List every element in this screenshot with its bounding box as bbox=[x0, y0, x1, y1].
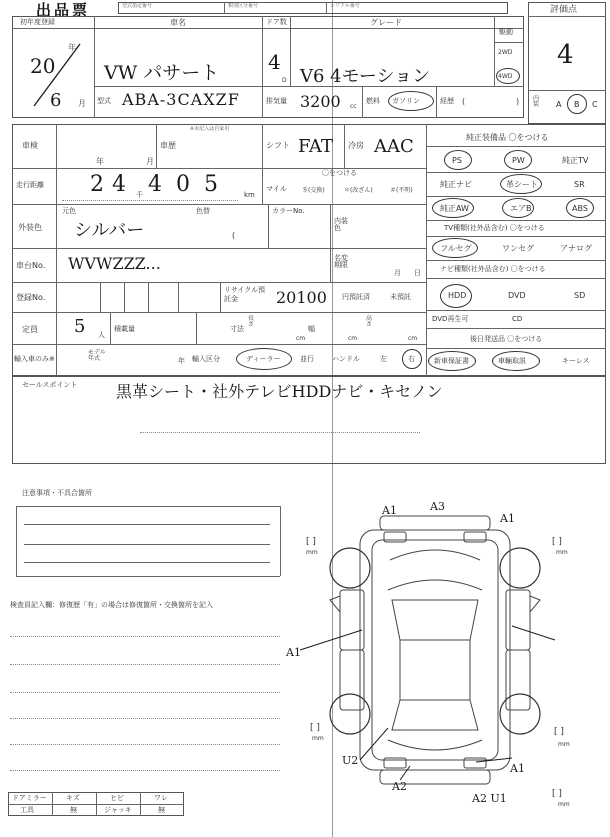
legend-scratch: キズ bbox=[66, 794, 80, 802]
mark-a1-frontright: A1 bbox=[500, 512, 515, 525]
drive-2wd: 2WD bbox=[498, 49, 513, 56]
tv-analog: アナログ bbox=[560, 244, 592, 253]
import-left: 左 bbox=[380, 355, 387, 363]
name-change-label: 名変期限 bbox=[334, 254, 348, 269]
capacity-label: 定員 bbox=[22, 325, 38, 334]
type-approval-label: 型式指定番号 bbox=[122, 3, 153, 9]
legend-jack-none: 無 bbox=[158, 806, 165, 814]
bracket-fl: [ ] bbox=[306, 537, 316, 547]
legend-jack: ジャッキ bbox=[104, 806, 132, 814]
import-parallel: 並行 bbox=[300, 355, 314, 363]
import-dealer-circle bbox=[236, 348, 292, 370]
exterior-orig-label: 元色 bbox=[62, 207, 76, 215]
legend-tools-none: 無 bbox=[70, 806, 77, 814]
grade-label: グレード bbox=[370, 18, 402, 27]
nav-hdd-circle bbox=[440, 284, 472, 308]
nav-hdd: HDD bbox=[448, 291, 467, 300]
equip-leather: 革シート bbox=[506, 180, 538, 189]
mark-a2u1-rear: A2 U1 bbox=[472, 792, 507, 805]
aircon-label: 冷房 bbox=[348, 141, 364, 150]
recycle-label: リサイクル預託金 bbox=[224, 286, 266, 304]
mileage-opt-unknown: ＃(不明) bbox=[390, 187, 413, 194]
equipment-title: 純正装備品 〇をつける bbox=[466, 133, 549, 142]
import-label: 輸入車のみ※ bbox=[14, 355, 55, 363]
equip-pw-circle bbox=[504, 150, 532, 170]
dims-label: 寸法 bbox=[230, 325, 244, 333]
extra-manual-circle bbox=[492, 351, 540, 371]
equip-airbag: エアB bbox=[510, 204, 532, 213]
name-change-day: 日 bbox=[414, 269, 421, 277]
mileage-digit-2: 4 bbox=[112, 172, 126, 197]
fuel-value: ガソリン bbox=[392, 97, 420, 105]
interior-b: B bbox=[574, 100, 580, 109]
bracket-fr: [ ] bbox=[552, 537, 562, 547]
doors-suffix: D bbox=[282, 77, 287, 84]
equip-leather-circle bbox=[500, 174, 542, 194]
dvd-cd: CD bbox=[512, 315, 523, 323]
import-dealer: ディーラー bbox=[246, 355, 281, 363]
bracket-rr: [ ] bbox=[554, 727, 564, 737]
chassis-value: WVWZZZ... bbox=[68, 254, 161, 273]
mm-rr: mm bbox=[558, 741, 570, 748]
interior-c: C bbox=[592, 100, 598, 109]
legend-mirror: ドアミラー bbox=[12, 794, 47, 802]
bracket-rl: [ ] bbox=[310, 723, 320, 733]
serial-label: シリアル番号 bbox=[330, 3, 360, 9]
displacement-value: 3200 bbox=[300, 92, 341, 111]
recycle-paid: 円預託済 bbox=[342, 293, 370, 301]
mileage-opt-exchange: ＄(交換) bbox=[302, 187, 325, 194]
nav-sd: SD bbox=[574, 291, 586, 300]
mileage-thousand: 千 bbox=[136, 191, 143, 199]
import-year-unit: 年 bbox=[178, 357, 185, 365]
history-paren-open: ( bbox=[462, 97, 466, 106]
history-label: 経歴 bbox=[440, 97, 454, 105]
mm-fr: mm bbox=[556, 549, 568, 556]
exterior-color-paren: ( bbox=[232, 231, 236, 240]
grade-value: V6 4モーション bbox=[300, 66, 431, 87]
extra-title: 後日発送品 〇をつける bbox=[470, 335, 543, 343]
header-number-boxes bbox=[118, 2, 508, 14]
first-reg-year-unit: 年 bbox=[68, 43, 76, 52]
equip-sr: SR bbox=[574, 180, 585, 189]
car-history-note: ※未記入は自家用 bbox=[190, 126, 230, 132]
tv-full-circle bbox=[432, 238, 478, 258]
capacity-value: 5 bbox=[74, 316, 86, 337]
extra-warranty: 新車保証書 bbox=[434, 357, 469, 365]
aircon-value: AAC bbox=[374, 136, 414, 157]
shift-label: シフト bbox=[266, 141, 290, 150]
displacement-unit: cc bbox=[350, 103, 357, 110]
dims-height: 高さ bbox=[366, 315, 373, 328]
import-right-circle bbox=[402, 349, 422, 369]
inspector-label: 検査員記入欄：修復歴「有」の場合は修復箇所・交換箇所を記入 bbox=[10, 601, 213, 609]
mark-a3-front: A3 bbox=[430, 500, 445, 513]
shaken-label: 車検 bbox=[22, 141, 38, 150]
interior-label: 内装 bbox=[533, 95, 540, 108]
mileage-circle-note: 〇をつける bbox=[322, 169, 357, 177]
category-label: 類別区分番号 bbox=[228, 3, 259, 9]
equip-pw: PW bbox=[512, 156, 525, 165]
legend-tools: 工具 bbox=[20, 806, 34, 814]
nav-title: ナビ種類(社外品含む) 〇をつける bbox=[440, 265, 546, 273]
fuel-circle bbox=[388, 91, 434, 111]
extra-keyless: キーレス bbox=[562, 357, 590, 365]
equip-tv: 純正TV bbox=[562, 156, 589, 165]
name-change-month: 月 bbox=[394, 269, 401, 277]
import-model-year: モデル年式 bbox=[88, 349, 106, 362]
form-title: 出品票 bbox=[36, 1, 91, 19]
import-handle: ハンドル bbox=[332, 355, 360, 363]
mm-fl: mm bbox=[306, 549, 318, 556]
drive-4wd-circle bbox=[496, 68, 520, 84]
capacity-unit: 人 bbox=[98, 331, 105, 339]
recycle-unpaid: 未預託 bbox=[390, 293, 411, 301]
mileage-mile: マイル bbox=[266, 185, 287, 193]
dims-width-unit: cm bbox=[348, 335, 358, 342]
mileage-opt-tampered: ＊(改ざん) bbox=[344, 187, 373, 194]
equip-aw: 純正AW bbox=[440, 204, 469, 213]
car-damage-diagram bbox=[286, 500, 600, 820]
tv-one: ワンセグ bbox=[502, 244, 534, 253]
mark-a1-rearright: A1 bbox=[510, 762, 525, 775]
model-value: ABA-3CAXZF bbox=[122, 90, 240, 109]
recycle-value: 20100 bbox=[276, 288, 327, 307]
interior-color-label: 内装色 bbox=[334, 217, 348, 232]
legend-break: ワレ bbox=[154, 794, 168, 802]
extra-manual: 車輛取説 bbox=[498, 357, 526, 365]
shift-value: FAT bbox=[298, 136, 333, 157]
drive-4wd: 4WD bbox=[498, 73, 513, 80]
first-reg-month-unit: 月 bbox=[78, 99, 86, 108]
first-reg-year: 20 bbox=[30, 54, 56, 78]
mileage-unit: km bbox=[244, 191, 255, 199]
load-label: 積載量 bbox=[114, 325, 135, 333]
equip-airbag-circle bbox=[502, 198, 534, 218]
doors-value: 4 bbox=[268, 50, 281, 74]
car-name-value: VW パサート bbox=[104, 62, 220, 84]
car-history-label: 車歴 bbox=[160, 141, 176, 150]
mark-u2-rear: U2 bbox=[342, 754, 359, 767]
dvd-play: DVD再生可 bbox=[432, 315, 469, 323]
tv-full: フルセグ bbox=[440, 244, 472, 253]
first-reg-month: 6 bbox=[50, 90, 62, 111]
equip-navi: 純正ナビ bbox=[440, 180, 472, 189]
dims-length: 長さ bbox=[248, 315, 255, 328]
mark-a1-left: A1 bbox=[286, 646, 301, 659]
tv-title: TV種類(社外品含む) 〇をつける bbox=[444, 224, 545, 232]
dims-length-unit: cm bbox=[296, 335, 306, 342]
fuel-label: 燃料 bbox=[366, 97, 380, 105]
exterior-change-label: 色替 bbox=[196, 207, 210, 215]
interior-a: A bbox=[556, 100, 562, 109]
mileage-digit-4: 0 bbox=[176, 172, 190, 197]
exterior-color-value: シルバー bbox=[74, 220, 145, 241]
equip-abs-circle bbox=[566, 198, 594, 218]
legend-crack: ヒビ bbox=[110, 794, 124, 802]
sales-point-label: セールスポイント bbox=[22, 381, 78, 389]
model-label: 型式 bbox=[97, 97, 111, 105]
mm-rear: mm bbox=[558, 801, 570, 808]
exterior-color-label: 外装色 bbox=[18, 223, 42, 232]
mark-a2-rear: A2 bbox=[392, 780, 407, 793]
rating-label: 評価点 bbox=[550, 5, 578, 15]
mark-a1-front: A1 bbox=[382, 504, 397, 517]
drive-label: 駆動 bbox=[499, 28, 513, 36]
shaken-month-unit: 月 bbox=[146, 157, 154, 166]
bracket-rear: [ ] bbox=[552, 789, 562, 799]
mileage-label: 走行距離 bbox=[16, 181, 44, 189]
shaken-year-unit: 年 bbox=[96, 157, 104, 166]
sales-point-value: 黒革シート・社外テレビHDDナビ・キセノン bbox=[116, 382, 443, 401]
chassis-label: 車台No. bbox=[16, 261, 46, 270]
doors-label: ドア数 bbox=[266, 18, 287, 26]
mileage-digit-3: 4 bbox=[148, 172, 162, 197]
first-reg-label: 初年度登録 bbox=[20, 18, 55, 26]
color-no-label: カラーNo. bbox=[272, 207, 305, 215]
first-reg-slash bbox=[20, 40, 90, 110]
equip-ps-circle bbox=[444, 150, 472, 170]
import-type-label: 輸入区分 bbox=[192, 355, 220, 363]
history-paren-close: ) bbox=[516, 97, 520, 106]
reg-no-label: 登録No. bbox=[16, 293, 46, 302]
equip-abs: ABS bbox=[572, 204, 588, 213]
mileage-digit-5: 5 bbox=[204, 172, 218, 197]
equip-ps: PS bbox=[452, 156, 462, 165]
dims-width: 幅 bbox=[308, 325, 315, 333]
car-name-label: 車名 bbox=[170, 18, 186, 27]
import-right: 右 bbox=[408, 355, 415, 363]
interior-b-circle bbox=[567, 94, 587, 114]
dims-height-unit: cm bbox=[408, 335, 418, 342]
displacement-label: 排気量 bbox=[266, 97, 287, 105]
extra-warranty-circle bbox=[428, 351, 476, 371]
nav-dvd: DVD bbox=[508, 291, 526, 300]
equip-aw-circle bbox=[432, 198, 474, 218]
rating-value: 4 bbox=[557, 40, 574, 70]
mileage-digit-1: 2 bbox=[90, 172, 104, 197]
mm-rl: mm bbox=[312, 735, 324, 742]
notes-label: 注意事項・不具合箇所 bbox=[22, 489, 92, 497]
